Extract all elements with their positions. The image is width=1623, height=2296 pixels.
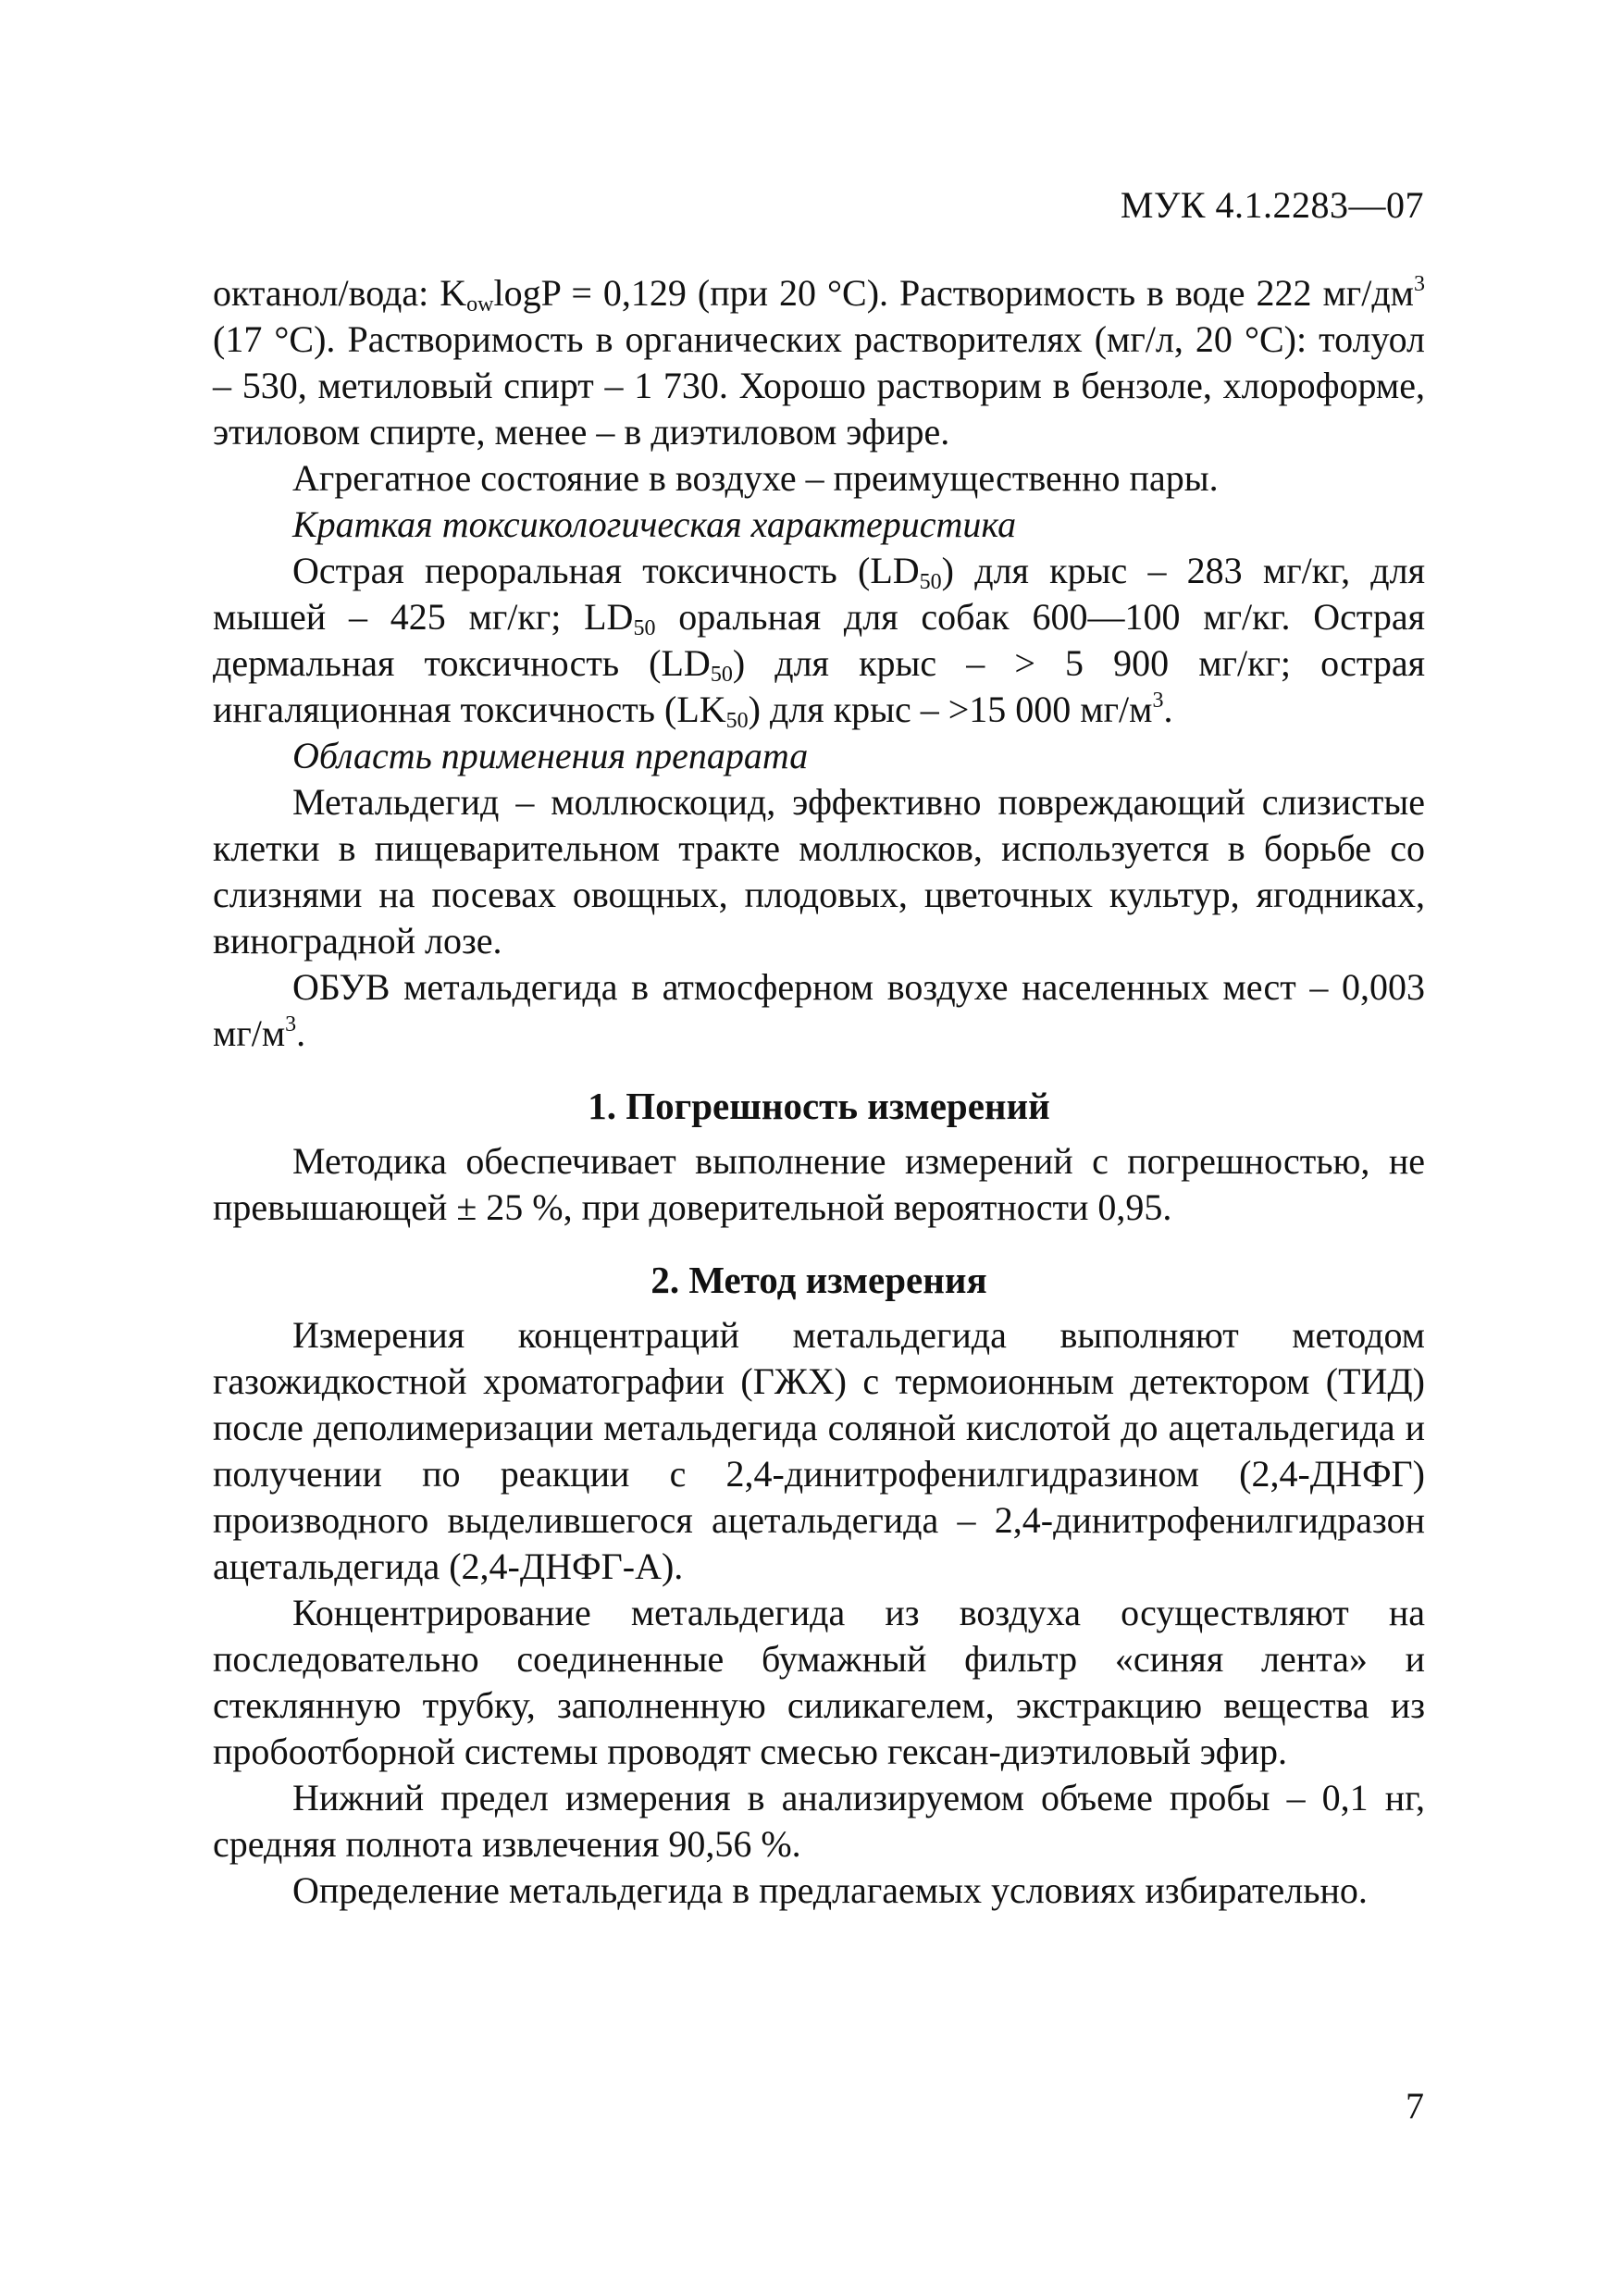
paragraph-method-sampling: Концентрирование метальдегида из воздуха осуществляют на последовательно соединенные бумажный фильтр «синяя лента» и стеклянную трубку, заполненную силикагелем, экстракцию вещества из пробоотборной системы проводят смесью гексан-диэтиловый эфир. [213, 1592, 1425, 1772]
paragraph-method-selectivity: Определение метальдегида в предлагаемых условиях избирательно. [292, 1869, 1368, 1911]
paragraph-method-limit: Нижний предел измерения в анализируемом объеме пробы – 0,1 нг, средняя полнота извлечения 90,56 %. [213, 1777, 1425, 1865]
running-header: МУК 4.1.2283—07 [1120, 184, 1424, 226]
subheading-toxicology: Краткая токсикологическая характеристика [292, 503, 1017, 545]
paragraph-method-gc: Измерения концентраций метальдегида выполняют методом газожидкостной хроматографии (ГЖХ) с термоионным детектором (ТИД) после деполимеризации метальдегида соляной кислотой до ацетальдегида и получении по реакции с 2,4-динитрофенилгидразином (2,4-ДНФГ) производного выделившегося ацетальдегида – 2,4-динитрофенилгидразон ацетальдегида (2,4-ДНФГ-А). [213, 1314, 1425, 1587]
section-heading-method: 2. Метод измерения [650, 1259, 987, 1301]
page-number: 7 [1406, 2085, 1424, 2127]
section-heading-error: 1. Погрешность измерений [588, 1085, 1050, 1127]
paragraph-toxicity: Острая пероральная токсичность $(LD_{50})$ для крыс – 283 мг/кг, для мышей – 425 мг/кг; $LD_{50}$ оральная для собак 600—100 мг/кг. Острая дермальная токсичность $(LD_{50})$ для крыс – > 5 900 мг/кг; острая ингаляционная токсичность $(LK_{50})$ для крыс – >15 000 $мг/м^3$. [213, 550, 1426, 733]
page-body [213, 270, 1425, 1914]
paragraph-application: Метальдегид – моллюскоцид, эффективно повреждающий слизистые клетки в пищеварительном тракте моллюсков, используется в борьбе со слизнями на посевах овощных, плодовых, цветочных культур, ягодниках, виноградной лозе. [213, 781, 1425, 962]
paragraph-obuv: ОБУВ метальдегида в атмосферном воздухе населенных мест – 0,003 $мг/м^3$. [213, 966, 1425, 1054]
paragraph-solubility: октанол/вода: $K_{ow}\log P = 0,129$ (при 20 °С). Растворимость в воде 222 $мг/дм^3$ (17 °С). Растворимость в органических растворителях (мг/л, 20 °С): толуол – 530, метиловый спирт – 1 730. Хорошо растворим в бензоле, хлороформе, этиловом спирте, менее – в диэтиловом эфире. [213, 272, 1425, 453]
subheading-application: Область применения препарата [292, 735, 809, 776]
paragraph-error: Методика обеспечивает выполнение измерений с погрешностью, не превышающей ± 25 %, при доверительной вероятности 0,95. [213, 1140, 1425, 1228]
paragraph-aggregate-state: Агрегатное состояние в воздухе – преимущественно пары. [292, 457, 1219, 499]
